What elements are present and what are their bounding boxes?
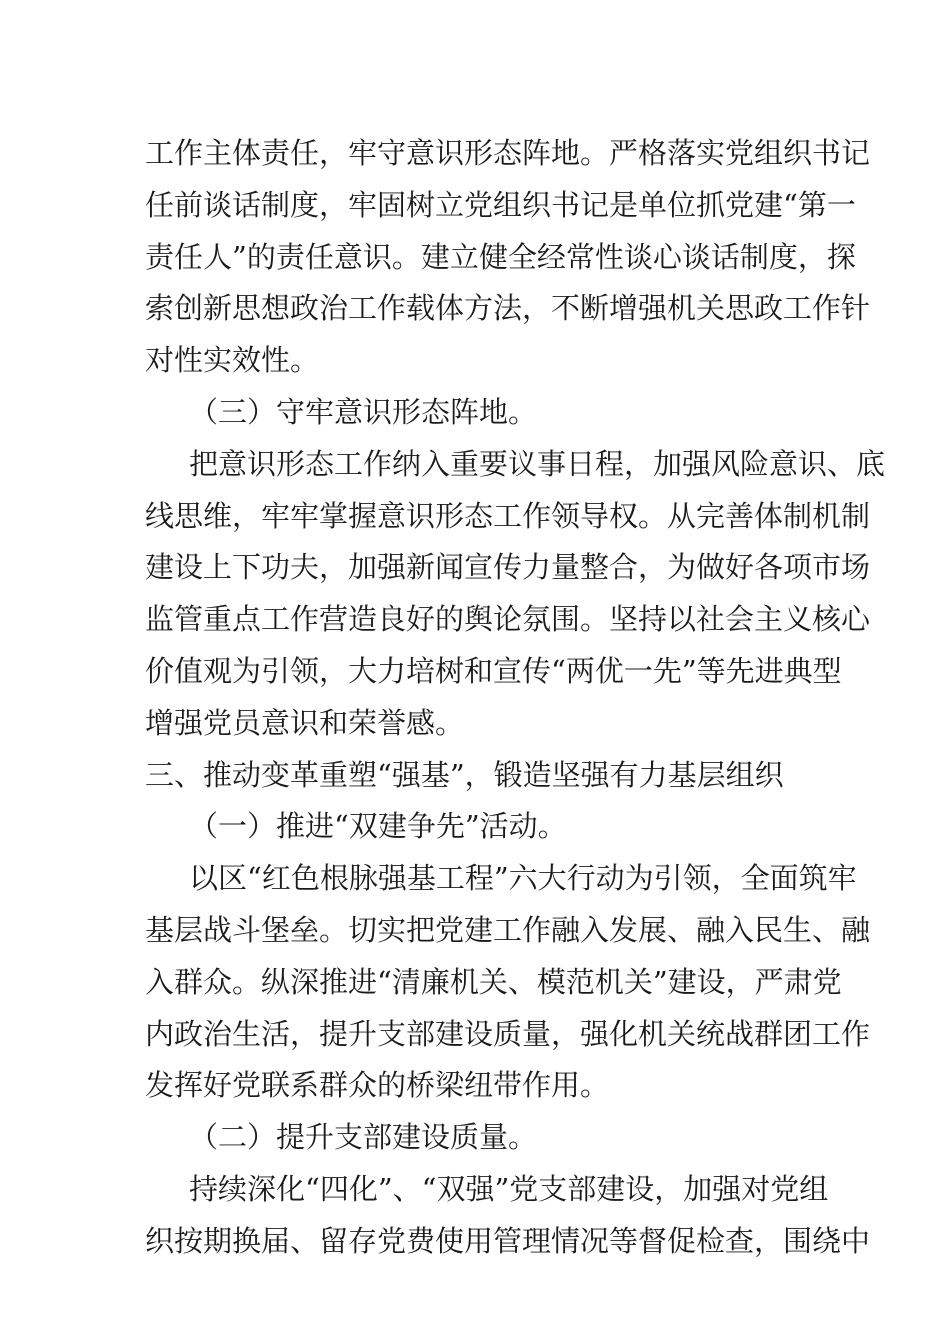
text-line: 以区“红色根脉强基工程”六大行动为引领，全面筑牢 (189, 861, 857, 896)
text-line: 任前谈话制度，牢固树立党组织书记是单位抓党建“第一 (145, 187, 856, 222)
text-line: 价值观为引领，大力培树和宣传“两优一先”等先进典型 (145, 653, 842, 688)
text-line: 入群众。纵深推进“清廉机关、模范机关”建设，严肃党 (145, 964, 842, 999)
text-line: 对性实效性。 (145, 343, 320, 378)
text-line: 把意识形态工作纳入重要议事日程，加强风险意识、底 (189, 446, 886, 481)
chapter-heading: 三、推动变革重塑“强基”，锻造坚强有力基层组织 (145, 757, 784, 792)
section-heading: （三）守牢意识形态阵地。 (189, 394, 538, 429)
text-line: 建设上下功夫，加强新闻宣传力量整合，为做好各项市场 (145, 550, 871, 585)
text-line: 织按期换届、留存党费使用管理情况等督促检查，围绕中 (145, 1223, 871, 1258)
text-line: 责任人”的责任意识。建立健全经常性谈心谈话制度，探 (145, 239, 856, 274)
text-line: 索创新思想政治工作载体方法，不断增强机关思政工作针 (145, 291, 871, 326)
section-heading: （二）提升支部建设质量。 (189, 1120, 538, 1155)
body-text (145, 128, 886, 1268)
text-line: 内政治生活，提升支部建设质量，强化机关统战群团工作 (145, 1016, 871, 1051)
text-line: 持续深化“四化”、“双强”党支部建设，加强对党组 (189, 1171, 829, 1206)
text-line: 发挥好党联系群众的桥梁纽带作用。 (145, 1068, 610, 1103)
text-line: 工作主体责任，牢守意识形态阵地。严格落实党组织书记 (145, 136, 871, 170)
text-line: 监管重点工作营造良好的舆论氛围。坚持以社会主义核心 (145, 602, 871, 637)
text-line: 线思维，牢牢掌握意识形态工作领导权。从完善体制机制 (145, 498, 871, 533)
text-line: 增强党员意识和荣誉感。 (145, 705, 465, 740)
text-line: 基层战斗堡垒。切实把党建工作融入发展、融入民生、融 (145, 912, 871, 947)
section-heading: （一）推进“双建争先”活动。 (189, 809, 567, 844)
